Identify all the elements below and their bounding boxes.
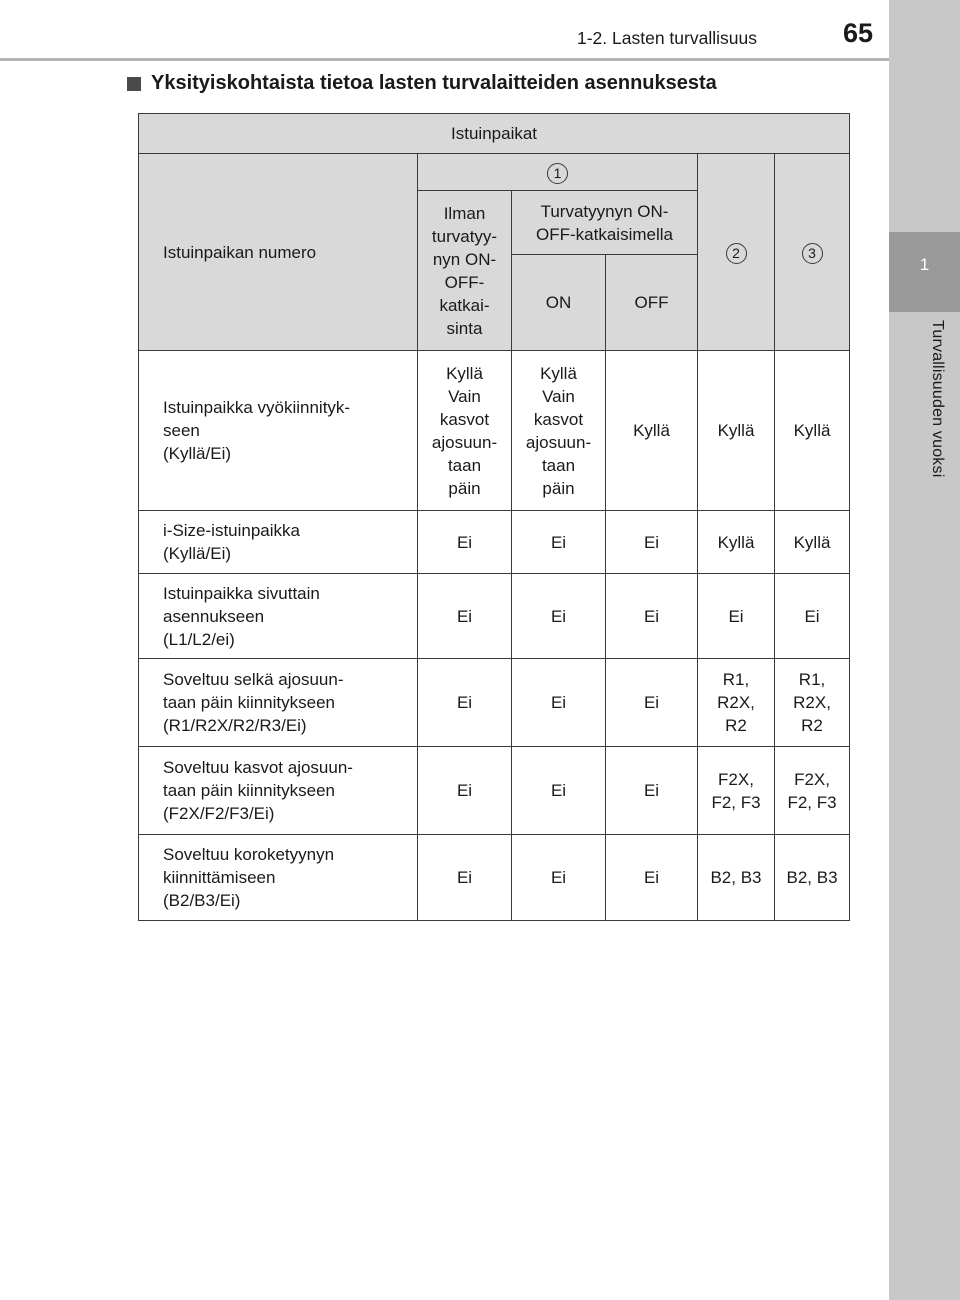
row-label: i-Size-istuinpaikka (Kyllä/Ei) bbox=[139, 511, 418, 574]
seat-3-number: 3 bbox=[802, 243, 823, 264]
page-number: 65 bbox=[843, 18, 874, 48]
table-cell: Kyllä bbox=[606, 351, 698, 511]
table-row bbox=[139, 659, 850, 747]
no-airbag-switch-header: Ilman turvatyy- nyn ON- OFF- katkai- sinta bbox=[418, 191, 512, 351]
table-cell: R1, R2X, R2 bbox=[698, 659, 775, 747]
table-caption: Istuinpaikat bbox=[139, 114, 850, 154]
seat-2-header bbox=[698, 154, 775, 351]
table-cell: Ei bbox=[512, 574, 606, 659]
table-cell: Ei bbox=[606, 835, 698, 921]
table-cell: R1, R2X, R2 bbox=[775, 659, 850, 747]
table-row bbox=[139, 511, 850, 574]
row-label: Soveltuu kasvot ajosuun- taan päin kiinnitykseen (F2X/F2/F3/Ei) bbox=[139, 747, 418, 835]
table-cell: Ei bbox=[418, 659, 512, 747]
table-cell: F2X, F2, F3 bbox=[698, 747, 775, 835]
table-cell: Ei bbox=[606, 574, 698, 659]
switch-on-header: ON bbox=[512, 255, 606, 351]
table-cell: Kyllä bbox=[698, 511, 775, 574]
table-cell: Ei bbox=[418, 747, 512, 835]
side-band bbox=[889, 0, 960, 1300]
table-cell: B2, B3 bbox=[698, 835, 775, 921]
table-cell: Ei bbox=[512, 747, 606, 835]
table-cell: Ei bbox=[775, 574, 850, 659]
table-cell: Ei bbox=[606, 747, 698, 835]
table-cell: Ei bbox=[606, 659, 698, 747]
table-cell: Ei bbox=[698, 574, 775, 659]
chapter-number: 1 bbox=[919, 255, 930, 274]
table-row bbox=[139, 574, 850, 659]
table-cell: Ei bbox=[606, 511, 698, 574]
section-heading bbox=[127, 72, 717, 95]
table-cell: Ei bbox=[512, 659, 606, 747]
row-label: Soveltuu selkä ajosuun- taan päin kiinnitykseen (R1/R2X/R2/R3/Ei) bbox=[139, 659, 418, 747]
table-cell: Ei bbox=[512, 835, 606, 921]
table-cell: Kyllä bbox=[775, 351, 850, 511]
table-row bbox=[139, 351, 850, 511]
row-label: Istuinpaikka sivuttain asennukseen (L1/L2/ei) bbox=[139, 574, 418, 659]
table-cell: Ei bbox=[512, 511, 606, 574]
section-heading-text: Yksityiskohtaista tietoa lasten turvalaitteiden asennuksesta bbox=[151, 72, 717, 94]
table-cell: Kyllä Vain kasvot ajosuun- taan päin bbox=[512, 351, 606, 511]
running-header: 1-2. Lasten turvallisuus bbox=[577, 28, 757, 48]
square-bullet-icon bbox=[127, 77, 141, 91]
header-rule bbox=[0, 58, 889, 61]
row-label: Istuinpaikka vyökiinnityk- seen (Kyllä/Ei) bbox=[139, 351, 418, 511]
table-cell: Kyllä bbox=[775, 511, 850, 574]
table-cell: Kyllä Vain kasvot ajosuun- taan päin bbox=[418, 351, 512, 511]
airbag-switch-header: Turvatyynyn ON- OFF-katkaisimella bbox=[512, 191, 698, 255]
table-cell: Ei bbox=[418, 511, 512, 574]
table-cell: F2X, F2, F3 bbox=[775, 747, 850, 835]
seat-1-number: 1 bbox=[547, 163, 568, 184]
table-cell: Ei bbox=[418, 835, 512, 921]
chapter-title: Turvallisuuden vuoksi bbox=[929, 320, 946, 478]
switch-off-header: OFF bbox=[606, 255, 698, 351]
table-cell: B2, B3 bbox=[775, 835, 850, 921]
seat-3-header bbox=[775, 154, 850, 351]
seat-2-number: 2 bbox=[726, 243, 747, 264]
row-label: Soveltuu koroketyynyn kiinnittämiseen (B2/B3/Ei) bbox=[139, 835, 418, 921]
table-cell: Kyllä bbox=[698, 351, 775, 511]
seat-1-header bbox=[418, 154, 698, 191]
table-row bbox=[139, 747, 850, 835]
seat-number-label: Istuinpaikan numero bbox=[139, 154, 418, 351]
seat-position-table bbox=[138, 113, 850, 921]
table-cell: Ei bbox=[418, 574, 512, 659]
table-row bbox=[139, 835, 850, 921]
